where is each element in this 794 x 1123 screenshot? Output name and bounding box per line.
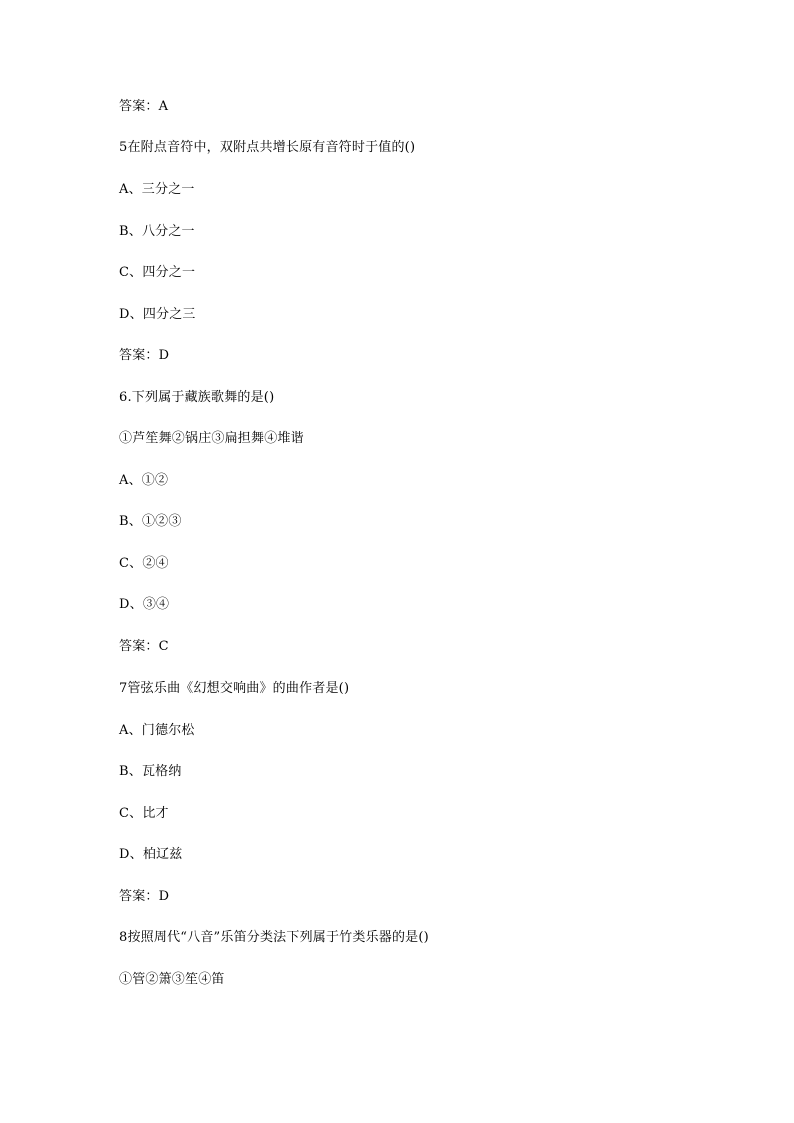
answer-7: 答案：D	[119, 889, 170, 904]
q6-option-d: D、③④	[119, 597, 170, 612]
q6-option-c: C、②④	[119, 556, 169, 571]
q6-option-a: A、①②	[119, 473, 169, 488]
answer-5: 答案：D	[119, 348, 170, 363]
question-5: 5在附点音符中，双附点共增长原有音符时于值的()	[119, 140, 416, 155]
q5-option-b: B、八分之一	[119, 224, 195, 239]
q7-option-c: C、比才	[119, 806, 169, 821]
q5-option-a: A、三分之一	[119, 182, 195, 197]
q8-items: ①管②箫③笙④笛	[119, 972, 225, 987]
q7-option-d: D、柏辽兹	[119, 847, 183, 862]
q7-option-b: B、瓦格纳	[119, 764, 182, 779]
q6-option-b: B、①②③	[119, 514, 182, 529]
q5-option-d: D、四分之三	[119, 307, 196, 322]
answer-4: 答案：A	[119, 99, 169, 114]
answer-6: 答案：C	[119, 639, 169, 654]
question-7: 7管弦乐曲《幻想交响曲》的曲作者是()	[119, 681, 350, 696]
q5-option-c: C、四分之一	[119, 265, 196, 280]
q7-option-a: A、门德尔松	[119, 723, 195, 738]
question-6: 6.下列属于藏族歌舞的是()	[119, 390, 275, 405]
question-8: 8按照周代“八音”乐笛分类法下列属于竹类乐器的是()	[119, 930, 429, 945]
q6-items: ①芦笙舞②锅庄③扁担舞④堆谐	[119, 431, 304, 446]
